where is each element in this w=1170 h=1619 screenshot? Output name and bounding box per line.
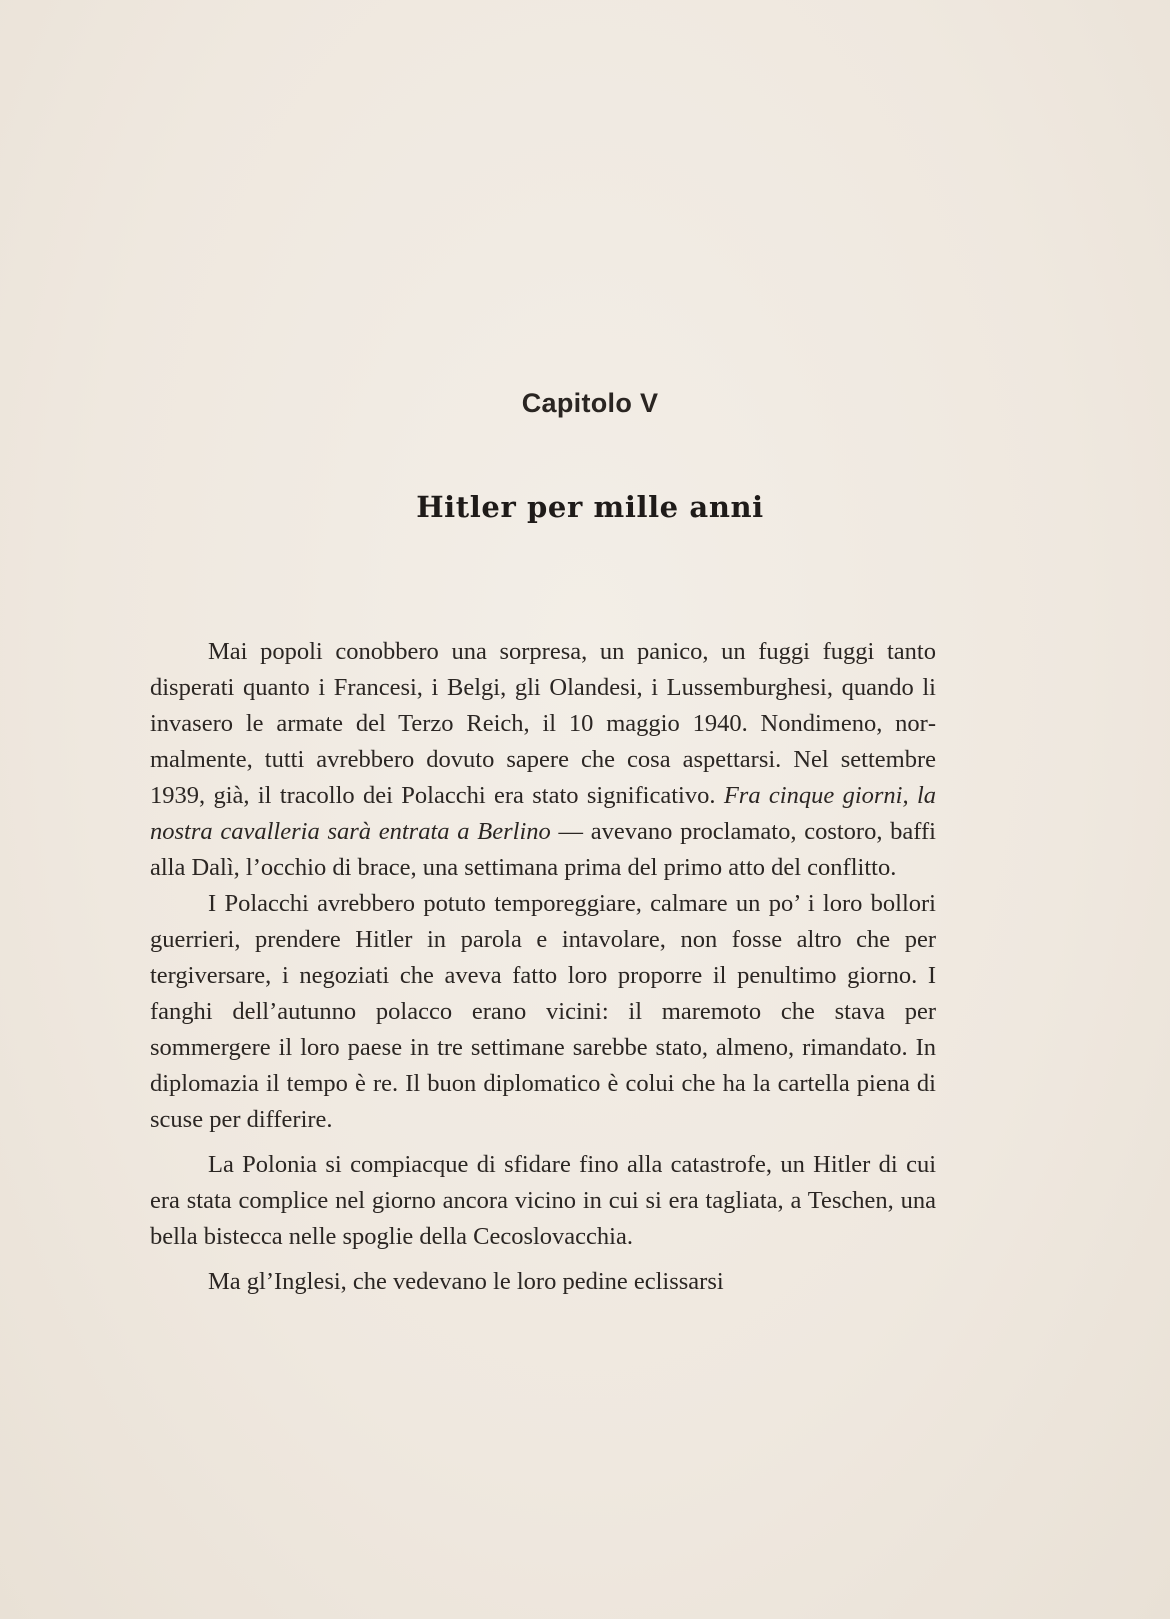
- chapter-title: Hitler per mille anni: [416, 490, 764, 524]
- chapter-body: [150, 634, 936, 1300]
- chapter-label: Capitolo V: [521, 388, 659, 418]
- paragraph-4: Ma gl’Inglesi, che vedevano le loro pedine eclissarsi: [208, 1268, 724, 1295]
- paragraph-1: [150, 634, 936, 886]
- paragraph-1-italic-quote: Fra cinque giorni, la nostra cavalleria sarà entrata a Berlino: [150, 782, 937, 845]
- paragraph-1-text-end: — avevano proclamato, costoro, baffi alla Dalì, l’occhio di brace, una settimana prima del primo atto del conflitto.: [150, 818, 936, 881]
- paragraph-2: I Polacchi avrebbero potuto temporeggiare, calmare un po’ i loro bollori guerrieri, prendere Hitler in parola e intavolare, non fosse altro che per tergiversare, i negoziati che aveva fatto loro proporre il penultimo giorno. I fanghi dell’autunno polacco erano vicini: il maremoto che stava per sommergere il loro paese in tre settimane sarebbe stato, almeno, rimandato. In diplomazia il tempo è re. Il buon diplomatico è colui che ha la cartella piena di scuse per differire.: [150, 890, 936, 1133]
- paragraph-3: La Polonia si compiacque di sfidare fino alla catastrofe, un Hitler di cui era stata complice nel giorno ancora vicino in cui si era tagliata, a Teschen, una bella bistecca nelle spoglie della Cecoslovacchia.: [150, 1151, 936, 1250]
- paragraph-1-text: Mai popoli conobbero una sorpresa, un panico, un fuggi fuggi tanto disperati quanto i Francesi, i Belgi, gli Olandesi, i Lussemburghesi, quando li invasero le armate del Terzo Reich, il 10 maggio 1940. Nondimeno, normalmente, tutti avrebbero dovuto sapere che cosa aspettarsi. Nel settembre 1939, già, il tracollo dei Polacchi era stato significativo.: [150, 638, 936, 809]
